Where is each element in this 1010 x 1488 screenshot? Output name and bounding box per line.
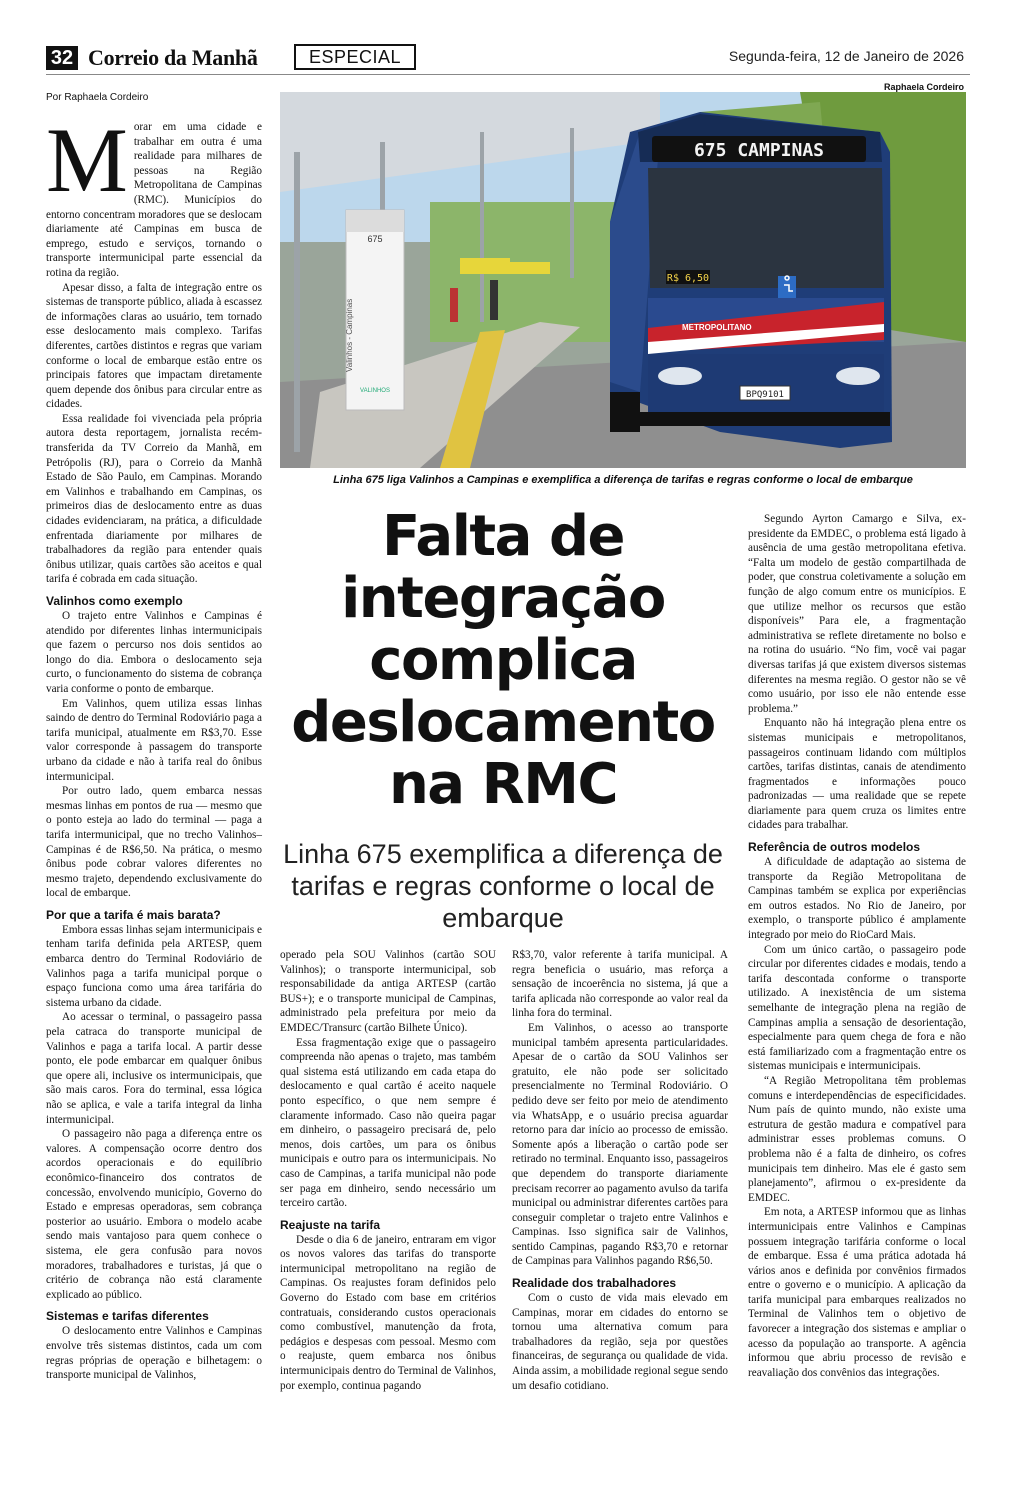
paragraph: Em Valinhos, o acesso ao transporte municipal também apresenta particularidades. Apesar de o cartão da SOU Valinhos ser gratuito, ele não pode ser solicitado presencialmente no Terminal Rodoviário. O pedido deve ser feito por meio de atendimento via WhatsApp, e o usuário precisa aguardar retorno para dar início ao processo de emissão. Somente após a liberação o cartão pode ser retirado no terminal. Enquanto isso, passageiros que dependem do transporte diariamente precisam recorrer ao pagamento avulso da tarifa municipal ou administrar diferentes cartões para conseguir completar o trajeto entre Valinhos e Campinas. Isso significa sair de Valinhos, sentido Campinas, pagando R$3,70 e retornar de Campinas para Valinhos pagando R$6,50. [512, 1021, 728, 1268]
masthead-logo: Correio da Manhã [88, 45, 258, 70]
section-heading: Realidade dos trabalhadores [512, 1276, 677, 1291]
section-heading: Por que a tarifa é mais barata? [46, 907, 221, 922]
fare-display: R$ 6,50 [666, 273, 710, 284]
article-column-3 [512, 948, 728, 1393]
article-column-2 [280, 948, 496, 1393]
subheadline: Linha 675 exemplifica a diferença de tarifas e regras conforme o local de embarque [283, 839, 723, 933]
stop-sign-line: 675 [367, 234, 383, 244]
dropcap: M [46, 109, 128, 211]
paragraph: Com um único cartão, o passageiro pode circular por diferentes cidades e modais, tendo a tarifa descontada conforme o transporte utilizado. A inexistência de um sistema semelhante de integração plena na região de Campinas amplia a sensação de desorientação, especialmente para quem chega de fora e não está familiarizado com a fragmentação entre os sistemas municipais e intermunicipais. [748, 943, 966, 1073]
paragraph: Com o custo de vida mais elevado em Campinas, morar em cidades do entorno se tornou uma alternativa comum para trabalhadores da região, seja por questões financeiras, de segurança ou qualidade de vida. Ainda assim, a mobilidade regional segue sendo um desafio cotidiano. [512, 1292, 728, 1392]
paragraph: Essa fragmentação exige que o passageiro compreenda não apenas o trajeto, mas também qual sistema está utilizando em cada etapa do deslocamento e qual cartão é aceito naquele ponto específico, o que nem sempre é claramente informado. Caso não queira pagar em dinheiro, o passageiro precisará de, pelo menos, dois cartões, um para os ônibus municipais e outro para os intermunicipais. No caso de Campinas, a tarifa municipal não pode ser paga em dinheiro, sendo necessário um terceiro cartão. [280, 1036, 496, 1210]
paragraph: Apesar disso, a falta de integração entre os sistemas de transporte público, aliada à escassez de informações claras ao usuário, tem tornado esse deslocamento mais complexo. Tarifas diferentes, cartões distintos e regras que variam conforme o local de embarque estão entre os principais fatores que impactam diretamente quem depende dos ônibus para circular entre as cidades. [46, 281, 262, 411]
bus-photo-illustration [280, 92, 966, 468]
paragraph: Ao acessar o terminal, o passageiro passa pela catraca do transporte municipal de Valinhos e paga a tarifa local. A partir desse ponto, ele pode embarcar em qualquer ônibus que opere ali, inclusive os intermunicipais, que são mais caros. Fora do terminal, essa lógica não se aplica, e vale a tarifa integral da linha intermunicipal. [46, 1011, 262, 1126]
page-header [46, 44, 970, 72]
paragraph: Segundo Ayrton Camargo e Silva, ex-presidente da EMDEC, o problema está ligado à ausência de uma gestão metropolitana efetiva. “Falta um modelo de gestão compartilhada de poder, que construa coletivamente a solução em função de algo comum entre os municípios. E que utilize melhor os recursos que estão disponíveis” Para ele, a fragmentação administrativa se reflete diretamente no bolso e na rotina do usuário. “No fim, você vai pagar diversas tarifas já que existem diversos sistemas diferentes na mesma região. O gestor não se vê como usuário, por isso ele não entende esse problema.” [748, 513, 966, 715]
paragraph: R$3,70, valor referente à tarifa municipal. A regra beneficia o usuário, mas reforça a sensação de incoerência no sistema, já que a tarifa aplicada não corresponde ao valor real da linha fora do terminal. [512, 949, 728, 1020]
photo-credit: Raphaela Cordeiro [883, 82, 964, 92]
section-heading: Reajuste na tarifa [280, 1217, 381, 1232]
page-number: 32 [46, 46, 78, 70]
section-heading: Referência de outros modelos [748, 840, 921, 855]
paragraph: “A Região Metropolitana têm problemas comuns e interdependências de especificidades. Num país de quinto mundo, não existe uma estrutura de gestão madura e compatível para administrar esses problemas comuns. O problema não é a falta de dinheiro, os cofres municipais tem dinheiro. Mas ele é gasto sem planejamento”, afirmou o ex-presidente da EMDEC. [748, 1074, 966, 1204]
paragraph: Em Valinhos, quem utiliza essas linhas saindo de dentro do Terminal Rodoviário paga a tarifa municipal, atualmente em R$3,70. Esse valor corresponde à passagem do transporte urbano da cidade e não à tarifa real do ônibus intermunicipal. [46, 697, 262, 783]
paragraph: orar em uma cidade e trabalhar em outra é uma realidade para milhares de pessoas na Região Metropolitana de Campinas (RMC). Municípios do entorno concentram moradores que se deslocam diariamente até Campinas em busca de emprego, estudo e serviços, tornando o transporte intermunicipal parte essencial da rotina da região. [46, 121, 262, 279]
issue-date: Segunda-feira, 12 de Janeiro de 2026 [728, 48, 964, 64]
paragraph: O trajeto entre Valinhos e Campinas é atendido por diferentes linhas intermunicipais que fazem o percurso nos dois sentidos ao longo do dia. Embora o deslocamento seja curto, o funcionamento do sistema de cobrança varia conforme o ponto de embarque. [46, 610, 262, 695]
header-divider [46, 74, 970, 75]
section-tag: ESPECIAL [294, 44, 416, 70]
byline: Por Raphaela Cordeiro [46, 92, 149, 103]
paragraph: O passageiro não paga a diferença entre os valores. A compensação ocorre dentro dos acordos operacionais e do equilíbrio econômico-financeiro dos contratos de concessão, envolvendo município, Governo do Estado e empresas operadoras, sem cobrança posterior ao usuário. Embora o modelo acabe sendo mais vantajoso para quem conhece o sistema, ele gera confusão para novos moradores, trabalhadores e turistas, já que o critério de cobrança não está claramente explicado ao público. [46, 1128, 262, 1301]
license-plate: BPQ9101 [746, 390, 784, 400]
section-heading: Valinhos como exemplo [46, 594, 183, 608]
stop-sign-city: VALINHOS [360, 388, 390, 394]
paragraph: Desde o dia 6 de janeiro, entraram em vigor os novos valores das tarifas do transporte intermunicipal metropolitano na região de Campinas. Os reajustes foram definidos pelo Governo do Estado com base em critérios contratuais, considerando custos operacionais como combustível, manutenção da frota, pedágios e despesas com pessoal. Mesmo com o reajuste, quem embarca nos ônibus intermunicipais dentro do Terminal de Valinhos, por exemplo, continua pagando [280, 1233, 496, 1392]
bus-photo [280, 92, 966, 468]
bus-brand: METROPOLITANO [682, 323, 752, 332]
paragraph: Em nota, a ARTESP informou que as linhas intermunicipais entre Valinhos e Campinas possuem integração tarifária conforme o local de embarque. Essa é uma prática adotada há vários anos e definida por convênios firmados entre o governo e o município. A aplicação da tarifa municipal para embarques realizados no Terminal de Valinhos tem o objetivo de favorecer a integração dos sistemas e ampliar o acesso da população ao transporte. A agência informou que abriu processo de revisão e reavaliação dos convênios das integrações. [748, 1206, 966, 1379]
article-column-1 [46, 109, 262, 1383]
paragraph: Essa realidade foi vivenciada pela própria autora desta reportagem, jornalista recém-transferida da TV Correio da Manhã, em Petrópolis (RJ), para o Correio da Manhã Estado de São Paulo, em Campinas. Morando em Valinhos e trabalhando em Campinas, os primeiros dias de deslocamento entre as duas cidades evidenciaram, na prática, a dificuldade enfrentada diariamente por milhares de trabalhadores da região para entender quais ônibus utilizar, quais cartões são aceitos e qual tarifa é cobrada em cada situação. [46, 412, 262, 586]
paragraph: operado pela SOU Valinhos (cartão SOU Valinhos); o transporte intermunicipal, sob responsabilidade da antiga ARTESP (cartão BUS+); e o transporte municipal de Campinas, administrado pela prefeitura por meio da EMDEC/Transurc (cartão Bilhete Único). [280, 949, 496, 1034]
paragraph: Embora essas linhas sejam intermunicipais e tenham tarifa definida pela ARTESP, quem embarca dentro do Terminal Rodoviário de Valinhos paga a tarifa municipal porque o espaço funciona como uma área tarifária do sistema urbano da cidade. [46, 923, 262, 1009]
bus-destination-sign: 675 CAMPINAS [693, 140, 825, 161]
paragraph: Enquanto não há integração plena entre os sistemas municipais e metropolitanos, passageiros continuam lidando com múltiplos cartões, tarifas distintas, canais de atendimento fragmentados e informações pouco padronizadas — uma realidade que se repete diariamente para quem cruza os limites entre cidades para trabalhar. [748, 717, 966, 832]
paragraph: Por outro lado, quem embarca nessas mesmas linhas em pontos de rua — mesmo que o ponto esteja ao lado do terminal — paga a tarifa intermunicipal, que no trecho Valinhos–Campinas é de R$6,50. Na prática, o mesmo ônibus pode cobrar valores diferentes no mesmo trajeto, dependendo exclusivamente do local de embarque. [46, 785, 262, 900]
paragraph: A dificuldade de adaptação ao sistema de transporte da Região Metropolitana de Campinas também se explica por experiências em outros estados. No Rio de Janeiro, por exemplo, o transporte público é amplamente integrado por meio do RioCard Mais. [748, 856, 966, 942]
section-heading: Sistemas e tarifas diferentes [46, 1309, 209, 1324]
stop-sign-title: Valinhos - Campinas [345, 298, 354, 372]
paragraph: O deslocamento entre Valinhos e Campinas envolve três sistemas distintos, cada um com regras próprias de operação e bilhetagem: o transporte municipal de Valinhos, [46, 1325, 262, 1382]
photo-caption: Linha 675 liga Valinhos a Campinas e exemplifica a diferença de tarifas e regras conforme o local de embarque [333, 474, 913, 486]
headline: Falta de integração complica deslocamento na RMC [291, 504, 715, 817]
article-column-4 [748, 512, 966, 1380]
